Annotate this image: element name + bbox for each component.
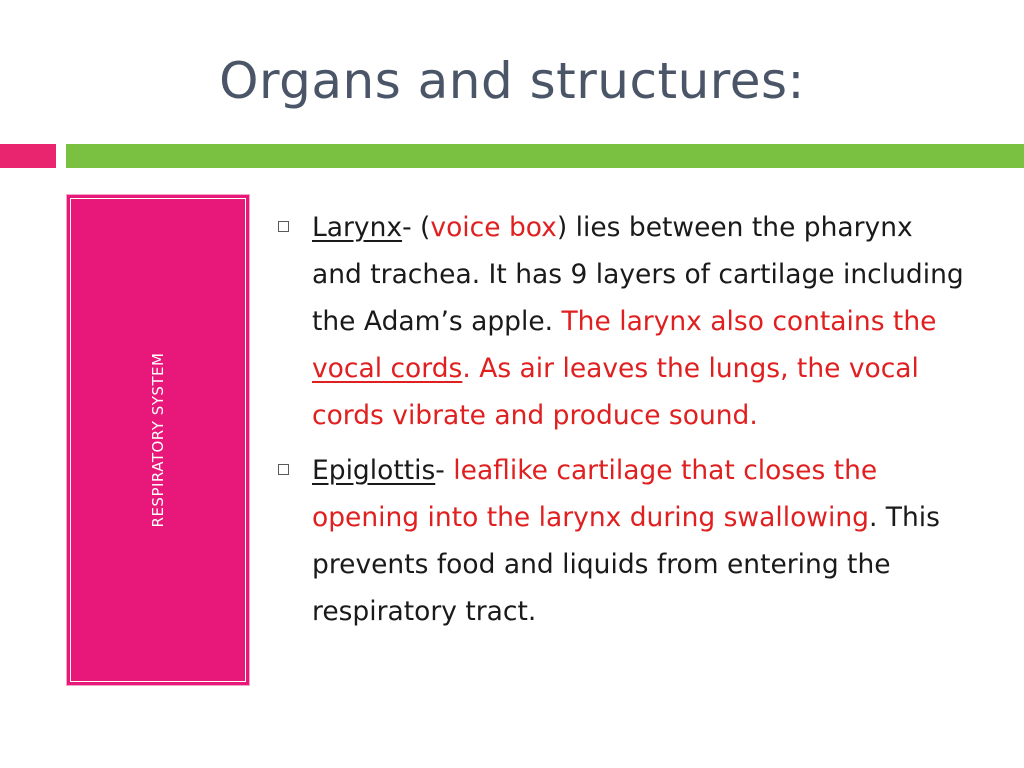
separator: - ( bbox=[402, 212, 431, 243]
slide-title: Organs and structures: bbox=[219, 52, 805, 110]
larynx-red-text: The larynx also contains the bbox=[561, 306, 937, 337]
term-epiglottis: Epiglottis bbox=[312, 455, 436, 486]
header-bar-green bbox=[66, 144, 1024, 168]
side-panel bbox=[66, 194, 250, 686]
square-bullet-icon bbox=[278, 221, 289, 232]
larynx-red-text-end: . As air leaves the lungs, the vocal cords vibrate and produce sound. bbox=[312, 353, 919, 431]
side-label: RESPIRATORY SYSTEM bbox=[149, 352, 167, 528]
larynx-description: ) lies between the pharynx and trachea. It has 9 layers of cartilage including the Adam’s apple. bbox=[312, 212, 964, 337]
aside-voice-box: voice box bbox=[430, 212, 557, 243]
term-vocal-cords: vocal cords bbox=[312, 353, 463, 384]
bullet-epiglottis bbox=[278, 447, 968, 635]
epiglottis-description: . This prevents food and liquids from entering the respiratory tract. bbox=[312, 502, 940, 627]
bullet-list bbox=[278, 204, 968, 643]
square-bullet-icon bbox=[278, 464, 289, 475]
header-bar-pink bbox=[0, 144, 56, 168]
separator: - bbox=[435, 455, 454, 486]
epiglottis-red-text: leaflike cartilage that closes the opening into the larynx during swallowing bbox=[312, 455, 878, 533]
term-larynx: Larynx bbox=[312, 212, 403, 243]
bullet-larynx bbox=[278, 204, 968, 439]
